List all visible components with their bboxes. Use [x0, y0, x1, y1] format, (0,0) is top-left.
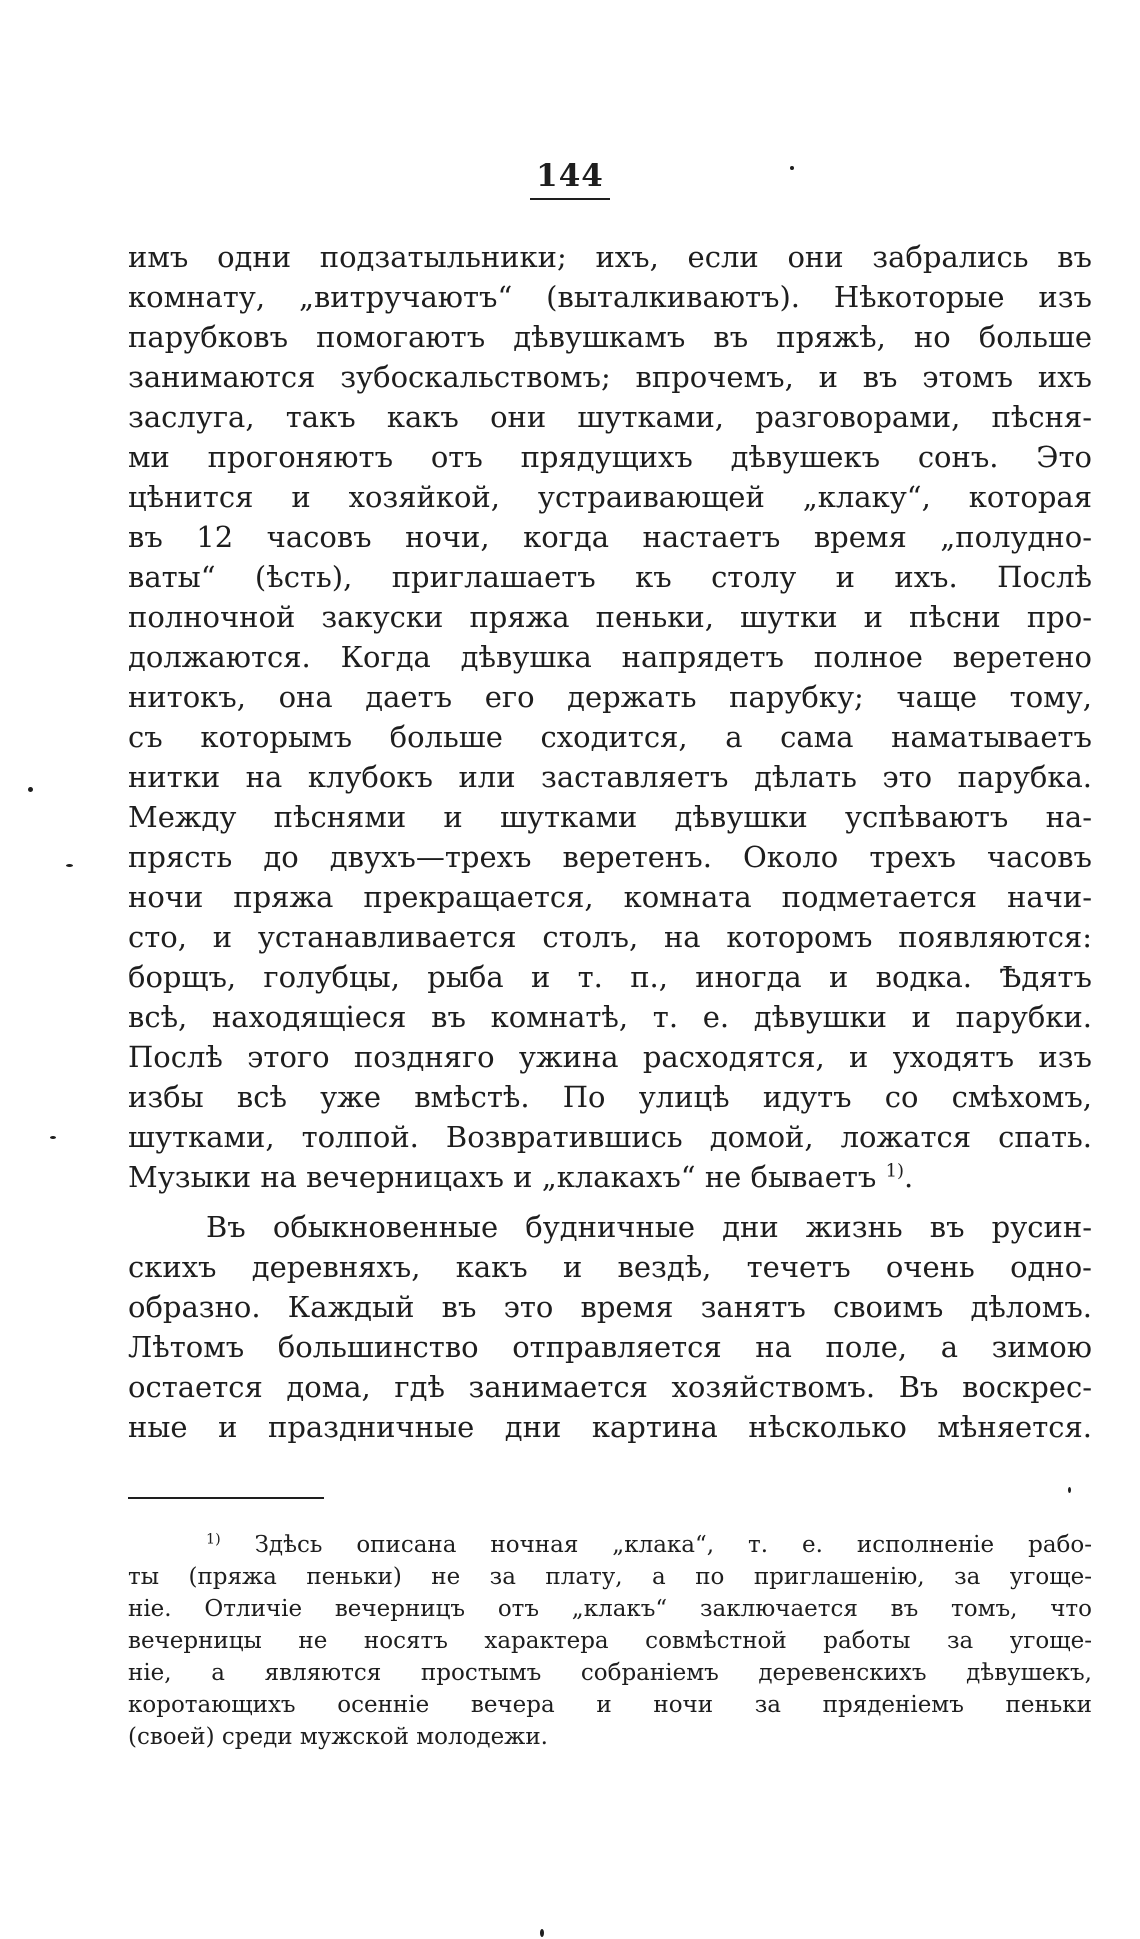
text-line: прясть до двухъ—трехъ веретенъ. Около трехъ часовъ — [128, 840, 1092, 874]
text-line-last — [128, 1157, 1092, 1197]
text-line: шутками, толпой. Возвратившись домой, ложатся спать. — [128, 1120, 1092, 1154]
footnote-line: коротающихъ осенніе вечера и ночи за пряденіемъ пеньки — [128, 1692, 1092, 1718]
text-line: цѣнится и хозяйкой, устраивающей „клаку“, которая — [128, 480, 1092, 514]
last-line-tail: . — [904, 1160, 914, 1194]
footnote-line: ніе. Отличіе вечерницъ отъ „клакъ“ заключается въ томъ, что — [128, 1596, 1092, 1622]
text-line: избы всѣ уже вмѣстѣ. По улицѣ идутъ со смѣхомъ, — [128, 1080, 1092, 1114]
text-line: съ которымъ больше сходится, а сама наматываетъ — [128, 720, 1092, 754]
text-line: должаются. Когда дѣвушка напрядетъ полное веретено — [128, 640, 1092, 674]
footnote — [128, 1529, 1092, 1753]
text-line: Лѣтомъ большинство отправляется на поле, а зимою — [128, 1330, 1092, 1364]
text-line: заслуга, такъ какъ они шутками, разговорами, пѣсня- — [128, 400, 1092, 434]
page-number — [0, 158, 1140, 200]
text-line: ваты“ (ѣсть), приглашаетъ къ столу и ихъ. Послѣ — [128, 560, 1092, 594]
text-line: скихъ деревняхъ, какъ и вездѣ, течетъ очень одно- — [128, 1250, 1092, 1284]
scan-speck — [66, 864, 73, 867]
last-line-text: Музыки на вечерницахъ и „клакахъ“ не бываетъ — [128, 1160, 877, 1194]
footnote-line — [128, 1529, 1092, 1561]
footnote-line: вечерницы не носятъ характера совмѣстной работы за угоще- — [128, 1628, 1092, 1654]
scan-speck — [28, 787, 33, 792]
footnote-line-last: (своей) среди мужской молодежи. — [128, 1724, 548, 1750]
text-line: Послѣ этого поздняго ужина расходятся, и уходятъ изъ — [128, 1040, 1092, 1074]
footnote-line: ты (пряжа пеньки) не за плату, а по приглашенію, за угоще- — [128, 1564, 1092, 1590]
text-line: нитокъ, она даетъ его держать парубку; чаще тому, — [128, 680, 1092, 714]
footnote-line: ніе, а являются простымъ собраніемъ деревенскихъ дѣвушекъ, — [128, 1660, 1092, 1686]
text-line: ми прогоняютъ отъ прядущихъ дѣвушекъ сонъ. Это — [128, 440, 1092, 474]
scan-speck — [1068, 1487, 1071, 1493]
text-line: имъ одни подзатыльники; ихъ, если они забрались въ — [128, 240, 1092, 274]
text-line: борщъ, голубцы, рыба и т. п., иногда и водка. Ѣдятъ — [128, 960, 1092, 994]
page-number-text: 144 — [530, 158, 610, 200]
text-line: комнату, „витручаютъ“ (выталкиваютъ). Нѣкоторые изъ — [128, 280, 1092, 314]
text-line: ные и праздничные дни картина нѣсколько мѣняется. — [128, 1410, 1092, 1444]
paragraph-1 — [128, 237, 1092, 1197]
footnote-first-text: Здѣсь описана ночная „клака“, т. е. исполненіе рабо- — [220, 1532, 1092, 1558]
text-line: Въ обыкновенные будничные дни жизнь въ русин- — [206, 1210, 1092, 1244]
footnote-divider — [128, 1497, 324, 1499]
scan-speck — [50, 1136, 56, 1139]
text-line: нитки на клубокъ или заставляетъ дѣлать это парубка. — [128, 760, 1092, 794]
footnote-reference: 1) — [885, 1160, 905, 1182]
paragraph-2 — [128, 1207, 1092, 1447]
scan-speck — [790, 166, 794, 170]
text-line: Между пѣснями и шутками дѣвушки успѣваютъ на- — [128, 800, 1092, 834]
text-line: полночной закуски пряжа пеньки, шутки и пѣсни про- — [128, 600, 1092, 634]
text-line: образно. Каждый въ это время занятъ своимъ дѣломъ. — [128, 1290, 1092, 1324]
scan-speck — [540, 1929, 544, 1937]
text-line: въ 12 часовъ ночи, когда настаетъ время „полудно- — [128, 520, 1092, 554]
text-line: занимаются зубоскальствомъ; впрочемъ, и въ этомъ ихъ — [128, 360, 1092, 394]
text-line: парубковъ помогаютъ дѣвушкамъ въ пряжѣ, но больше — [128, 320, 1092, 354]
text-line: остается дома, гдѣ занимается хозяйствомъ. Въ воскрес- — [128, 1370, 1092, 1404]
footnote-marker: 1) — [206, 1531, 221, 1548]
text-line: ночи пряжа прекращается, комната подметается начи- — [128, 880, 1092, 914]
text-line: всѣ, находящіеся въ комнатѣ, т. е. дѣвушки и парубки. — [128, 1000, 1092, 1034]
text-line: сто, и устанавливается столъ, на которомъ появляются: — [128, 920, 1092, 954]
